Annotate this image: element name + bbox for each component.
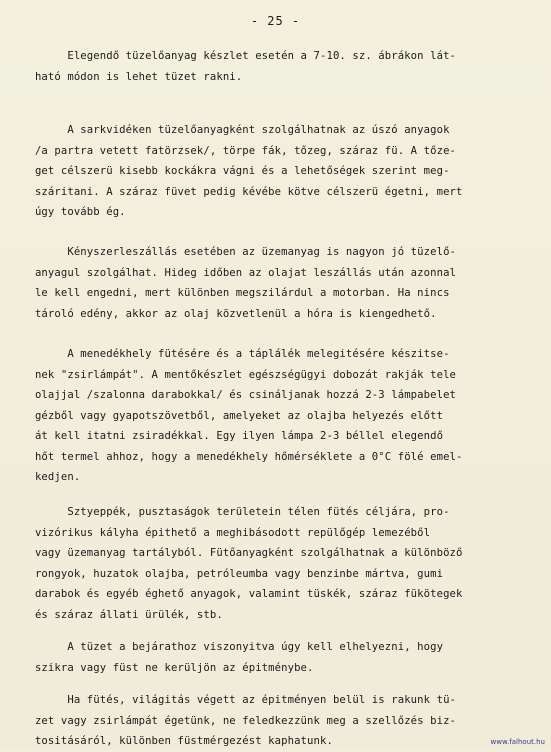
text-line: Sztyeppék, pusztaságok területein télen fütés céljára, pro- <box>22 506 450 518</box>
text-line: gézből vagy gyapotszövetből, amelyeket az olajba helyezés előtt <box>22 409 444 422</box>
paragraph-steppe-heating <box>22 502 540 625</box>
text-line: olajjal /szalonna darabokkal/ és csináljanak hozzá 2-3 lámpabelet <box>22 389 457 401</box>
text-line: hőt termel ahhoz, hogy a menedékhely hőmérséklete a 0°C fölé emel- <box>22 450 463 463</box>
text-line: Ha fütés, világitás végett az épitményen belül is rakunk tü- <box>22 694 457 706</box>
text-line: száritani. A száraz füvet pedig kévébe kötve célszerü égetni, mert <box>22 185 463 198</box>
text-line: ható módon is lehet tüzet rakni. <box>22 70 243 83</box>
text-line: A menedékhely fütésére és a táplálék melegitésére készitse- <box>22 348 450 360</box>
paragraph-emergency-landing <box>22 242 540 324</box>
text-line: Elegendő tüzelőanyag készlet esetén a 7-10. sz. ábrákon lát- <box>22 50 457 62</box>
text-line: rongyok, huzatok olajba, petróleumba vagy benzinbe mártva, gumi <box>22 567 444 580</box>
page-number: - 25 - <box>250 14 301 28</box>
paragraph-arctic-fuel <box>22 120 540 223</box>
text-line: tositásáról, különben füstmérgezést kaphatunk. <box>22 735 333 747</box>
text-line: úgy tovább ég. <box>22 206 126 218</box>
text-line: /a partra vetett fatörzsek/, törpe fák, tőzeg, száraz fü. A tőze- <box>22 144 457 157</box>
text-line: Kényszerleszállás esetében az üzemanyag is nagyon jó tüzelő- <box>22 246 457 258</box>
paragraph-ventilation <box>22 690 540 752</box>
text-line: és száraz állati ürülék, stb. <box>22 608 223 621</box>
text-line: darabok és egyéb éghető anyagok, valamint tüskék, száraz fükötegek <box>22 588 463 600</box>
text-line: nek "zsirlámpát". A mentőkészlet egészségügyi dobozát rakják tele <box>22 368 457 381</box>
text-line: vagy üzemanyag tartályból. Fütőanyagként szolgálhatnak a különböző <box>22 547 463 559</box>
text-line: A sarkvidéken tüzelőanyagként szolgálhatnak az úszó anyagok <box>22 124 450 136</box>
paragraph-fat-lamp <box>22 344 540 488</box>
text-line: vizórikus kályha épithető a meghibásodott repülőgép lemezéből <box>22 526 431 539</box>
paragraph-fuel-supply <box>22 46 540 87</box>
text-line: get célszerü kisebb kockákra vágni és a lehetőségek szerint meg- <box>22 165 450 177</box>
text-line: kedjen. <box>22 471 81 483</box>
text-line: tároló edény, akkor az olaj közvetlenül a hóra is kiengedhető. <box>22 307 437 320</box>
text-line: le kell engedni, mert különben megszilárdul a motorban. Ha nincs <box>22 287 450 299</box>
watermark: www.falhout.hu <box>490 738 545 746</box>
text-line: át kell itatni zsiradékkal. Egy ilyen lámpa 2-3 béllel elegendő <box>22 430 444 442</box>
text-line: zet vagy zsirlámpát égetünk, ne feledkezzünk meg a szellőzés biz- <box>22 714 457 727</box>
text-line: anyagul szolgálhat. Hideg időben az olajat leszállás után azonnal <box>22 266 457 279</box>
paragraph-fire-placement <box>22 637 540 678</box>
text-line: A tüzet a bejárathoz viszonyitva úgy kell elhelyezni, hogy <box>22 641 444 653</box>
text-line: szikra vagy füst ne kerüljön az épitménybe. <box>22 661 314 674</box>
